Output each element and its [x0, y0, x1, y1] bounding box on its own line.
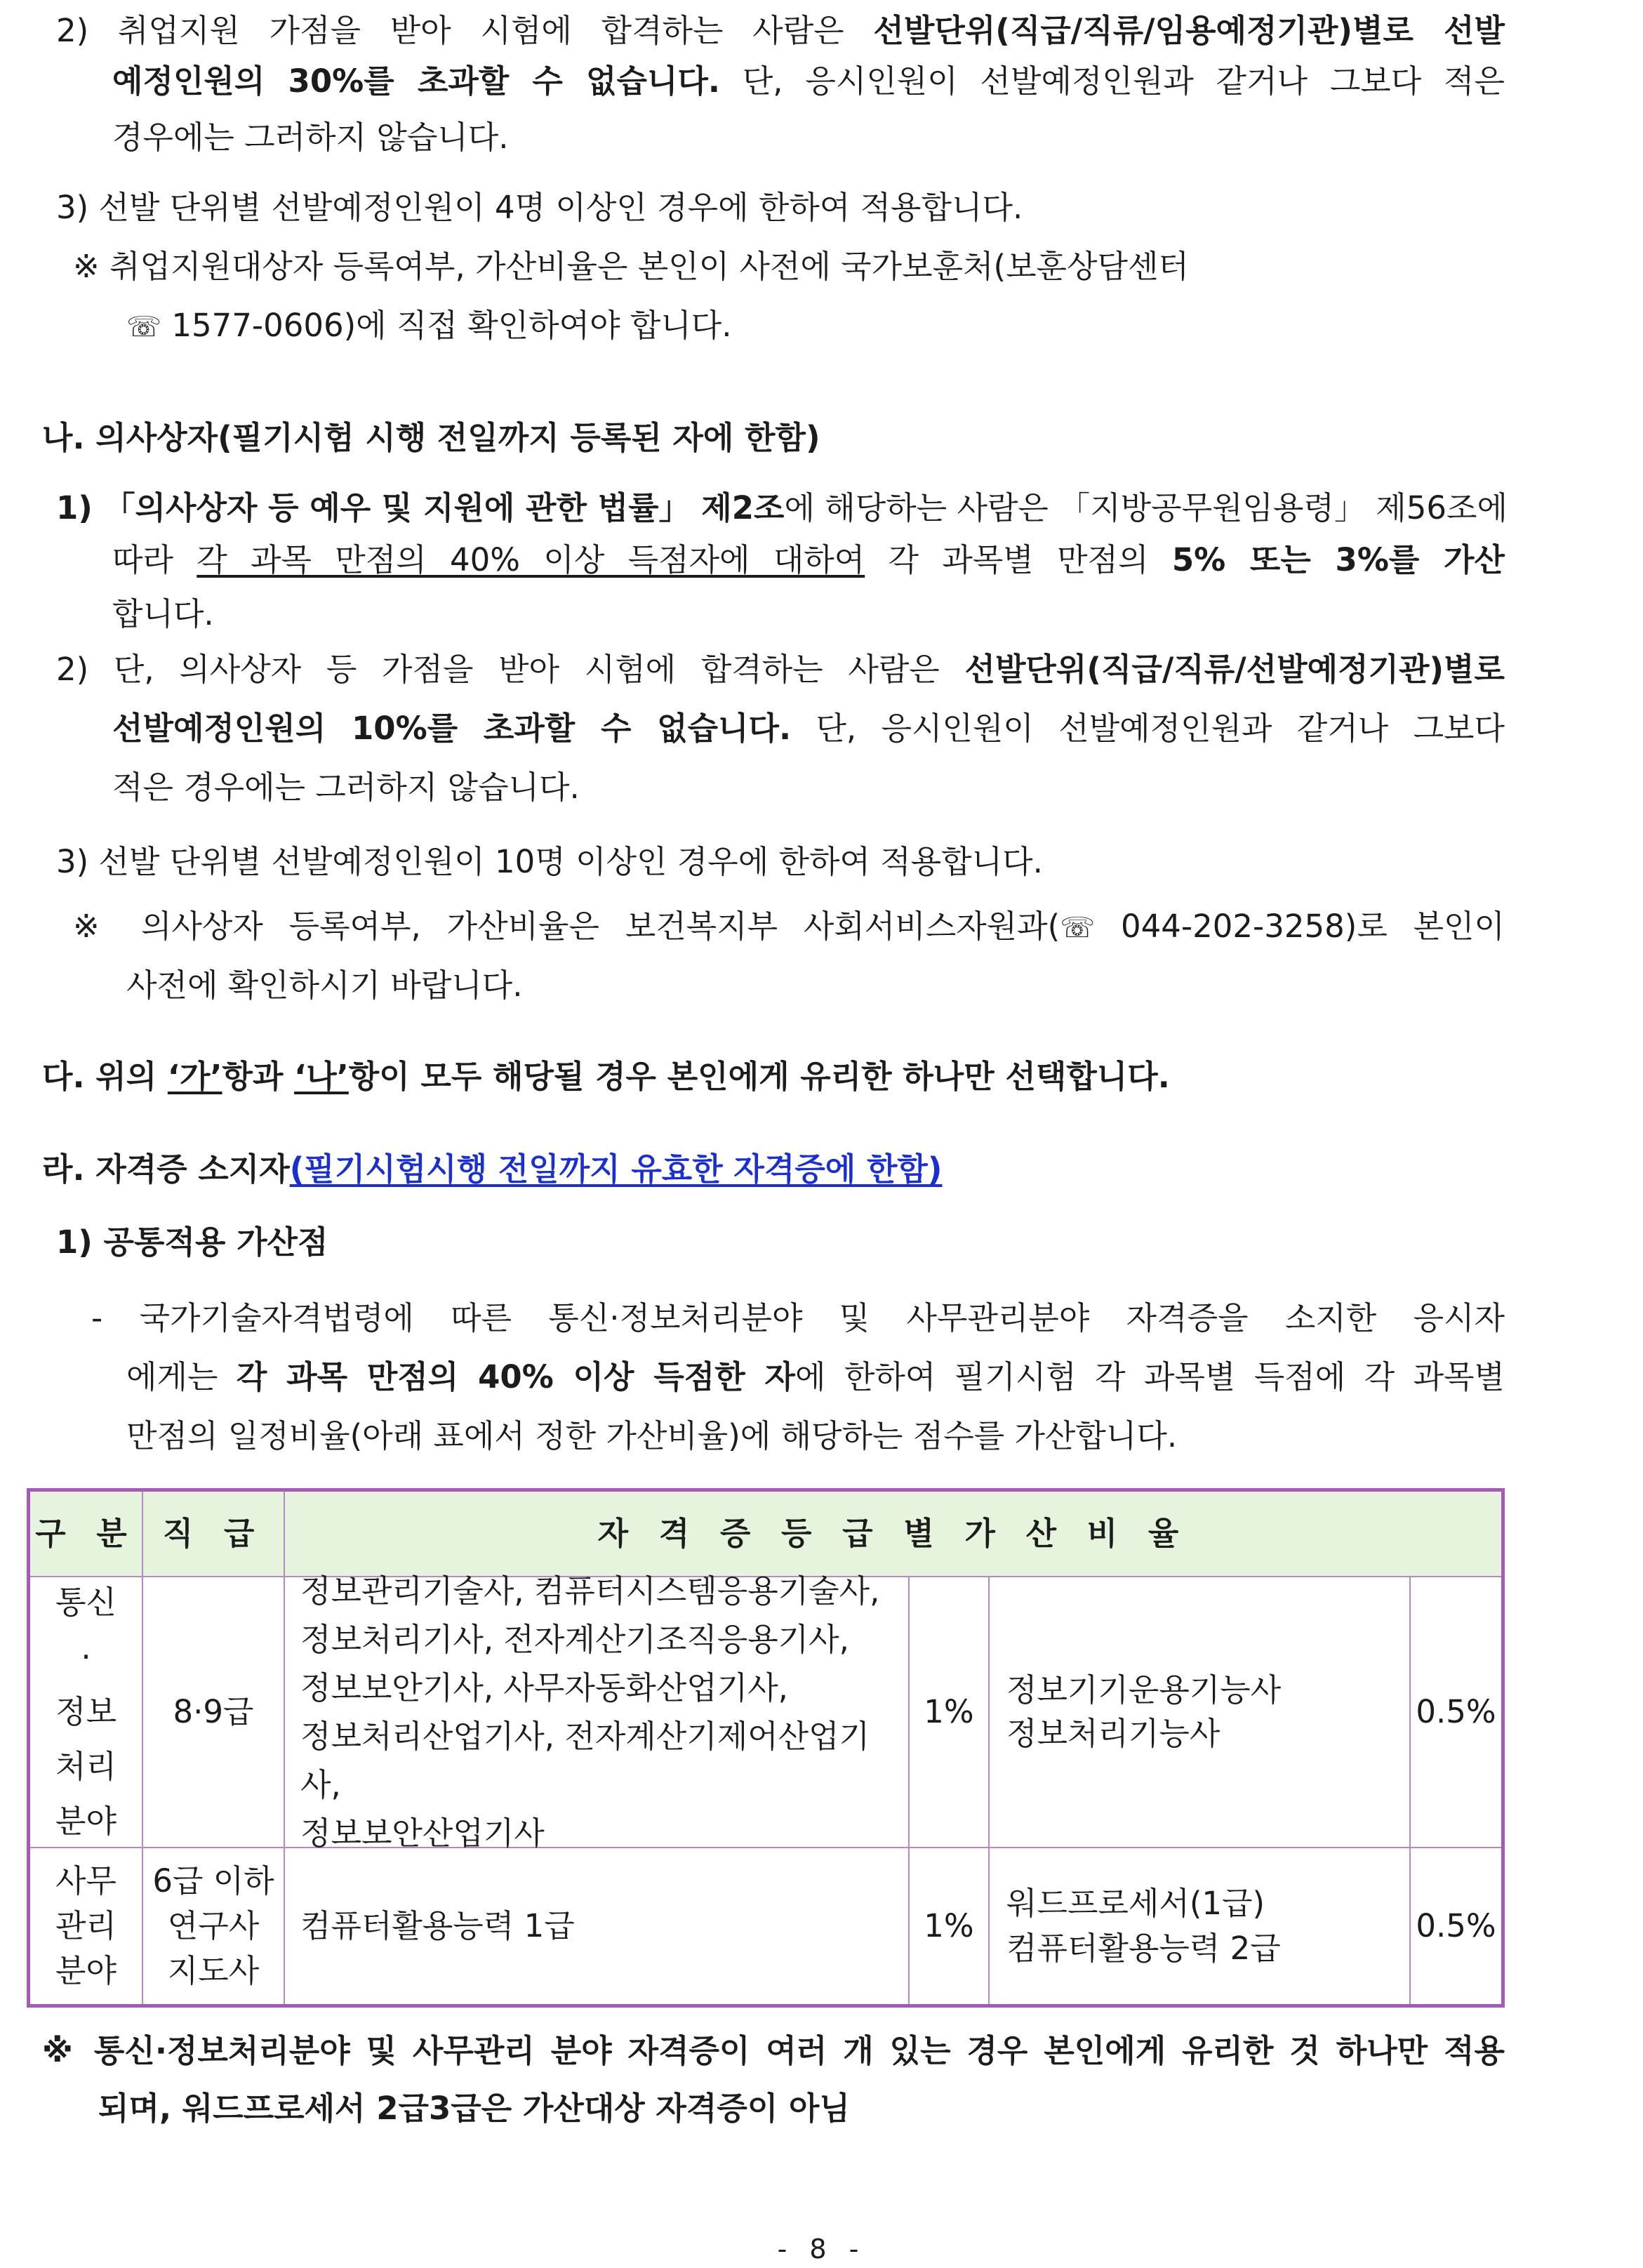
na-item2-line2: 선발예정인원의 10%를 초과할 수 없습니다. 단, 응시인원이 선발예정인원과 같거나 그보다	[112, 710, 1505, 747]
footnote-line2: 되며, 워드프로세서 2급3급은 가산대상 자격증이 아님	[98, 2090, 850, 2127]
ga-item2-line2: 예정인원의 30%를 초과할 수 없습니다. 단, 응시인원이 선발예정인원과 같거나 그보다 적은	[112, 62, 1505, 100]
certificate-bonus-table	[27, 1488, 1505, 2008]
ra-body-line2: 에게는 각 과목 만점의 40% 이상 득점한 자에 한하여 필기시험 각 과목별 득점에 각 과목별	[126, 1358, 1505, 1395]
footnote-line1: ※ 통신·정보처리분야 및 사무관리 분야 자격증이 여러 개 있는 경우 본인에게 유리한 것 하나만 적용	[42, 2032, 1505, 2069]
ga-note-line1: ※ 취업지원대상자 등록여부, 가산비율은 본인이 사전에 국가보훈처(보훈상담센터	[73, 248, 1189, 285]
table-row-cert-group2: 워드프로세서(1급) 컴퓨터활용능력 2급	[1006, 1885, 1281, 1967]
ga-item2-line3: 경우에는 그러하지 않습니다.	[112, 119, 509, 156]
table-header-grade: 직 급	[162, 1515, 265, 1552]
ra-body-line1: - 국가기술자격법령에 따른 통신·정보처리분야 및 사무관리분야 자격증을 소지한 응시자	[91, 1299, 1505, 1337]
ga-note-line2: ☏ 1577-0606)에 직접 확인하여야 합니다.	[126, 307, 732, 344]
ga-item2-line1: 2) 취업지원 가점을 받아 시험에 합격하는 사람은 선발단위(직급/직류/임용예정기관)별로 선발	[56, 12, 1505, 49]
da-statement: 다. 위의 ‘가’항과 ‘나’항이 모두 해당될 경우 본인에게 유리한 하나만 선택합니다.	[42, 1058, 1170, 1095]
phone-icon: ☏	[126, 311, 162, 343]
na-heading: 나. 의사상자(필기시험 시행 전일까지 등록된 자에 한함)	[42, 419, 820, 456]
ga-item3: 3) 선발 단위별 선발예정인원이 4명 이상인 경우에 한하여 적용합니다.	[56, 189, 1023, 226]
table-row-grade: 8·9급	[173, 1693, 254, 1730]
na-item3: 3) 선발 단위별 선발예정인원이 10명 이상인 경우에 한하여 적용합니다.	[56, 843, 1043, 880]
table-row-field: 사무 관리 분야	[55, 1862, 117, 1989]
phone-icon: ☏	[1060, 912, 1096, 944]
table-row-rate1: 1%	[924, 1693, 974, 1730]
na-item1-line2: 따라 각 과목 만점의 40% 이상 득점자에 대하여 각 과목별 만점의 5% 또는 3%를 가산	[112, 541, 1505, 578]
table-row-rate1: 1%	[924, 1907, 974, 1944]
table-row-field: 통신 · 정보 처리 분야	[55, 1584, 117, 1840]
page-number: - 8 -	[777, 2234, 866, 2264]
table-row-rate2: 0.5%	[1416, 1907, 1496, 1944]
na-item1-line3: 합니다.	[112, 595, 214, 632]
table-header-field: 구 분	[35, 1515, 137, 1552]
ra-sub1: 1) 공통적용 가산점	[56, 1223, 328, 1261]
table-row-cert-group1: 컴퓨터활용능력 1급	[300, 1907, 575, 1944]
na-note-line1: ※ 의사상자 등록여부, 가산비율은 보건복지부 사회서비스자원과(☏ 044-202-3258)로 본인이	[73, 908, 1505, 945]
table-row-rate2: 0.5%	[1416, 1693, 1496, 1730]
table-header-rates: 자 격 증 등 급 별 가 산 비 율	[597, 1515, 1189, 1552]
table-row-cert-group1: 정보관리기술사, 컴퓨터시스템응용기술사, 정보처리기사, 전자계산기조직응용기사, 정보보안기사, 사무자동화산업기사, 정보처리산업기사, 전자계산기제어산업기사, 정보보안산업기사	[300, 1572, 880, 1852]
ra-heading: 라. 자격증 소지자(필기시험시행 전일까지 유효한 자격증에 한함)	[42, 1150, 943, 1188]
na-note-line2: 사전에 확인하시기 바랍니다.	[126, 967, 523, 1004]
na-item2-line3: 적은 경우에는 그러하지 않습니다.	[112, 769, 580, 806]
table-row-grade: 6급 이하 연구사 지도사	[152, 1862, 274, 1989]
na-item2-line1: 2) 단, 의사상자 등 가점을 받아 시험에 합격하는 사람은 선발단위(직급/직류/선발예정기관)별로	[56, 651, 1505, 688]
table-row-cert-group2: 정보기기운용기능사 정보처리기능사	[1006, 1671, 1282, 1752]
na-item1-line1: 1) 「의사상자 등 예우 및 지원에 관한 법률」 제2조에 해당하는 사람은 「지방공무원임용령」 제56조에	[56, 489, 1508, 526]
ra-body-line3: 만점의 일정비율(아래 표에서 정한 가산비율)에 해당하는 점수를 가산합니다.	[126, 1417, 1178, 1454]
